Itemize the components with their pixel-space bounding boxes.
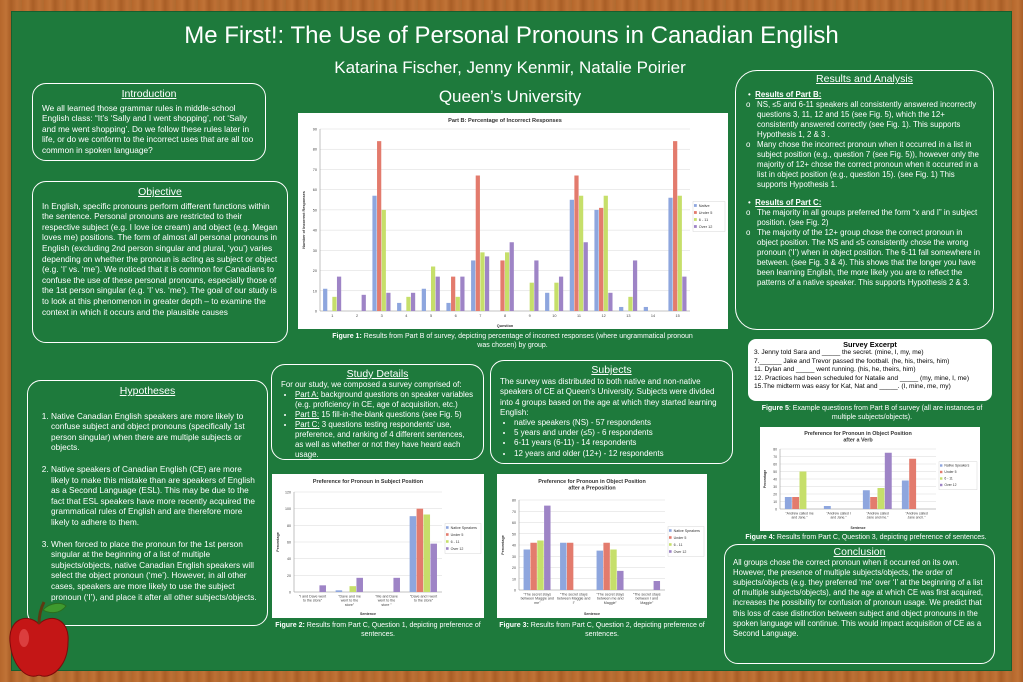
hypotheses-box xyxy=(27,380,268,626)
figure-1-caption: Figure 1: Results from Part B of survey, depicting percentage of incorrect responses (where ungrammatical pronoun was chosen) by group. xyxy=(332,333,693,349)
bar xyxy=(574,176,578,311)
legend-label: Native Speakers xyxy=(944,463,970,468)
y-tick-label: 20 xyxy=(773,492,777,497)
legend-swatch xyxy=(669,543,672,546)
figure-4-caption: Figure 4: Results from Part C, Question 3, depicting preference of sentences. xyxy=(745,534,987,541)
bar xyxy=(603,543,609,590)
bar xyxy=(534,260,538,311)
subjects-heading: Subjects xyxy=(591,364,632,376)
bar xyxy=(362,295,366,311)
figure-3-caption: Figure 3: Results from Part C, Question 2, depicting preference of sentences. xyxy=(499,622,705,638)
x-tick-label: "The secret stays between Maggie and I" xyxy=(557,592,591,605)
legend-swatch xyxy=(940,484,942,486)
y-tick-label: 40 xyxy=(312,228,317,233)
figure-5-caption: Figure 5: Example questions from Part B of survey (all are instances of multiple subjects/objects). xyxy=(761,405,983,421)
bar xyxy=(608,293,612,311)
y-tick-label: 0 xyxy=(775,507,777,512)
legend-label: Over 12 xyxy=(450,546,464,551)
y-tick-label: 80 xyxy=(512,498,516,503)
bar xyxy=(599,208,603,311)
bar xyxy=(682,277,686,311)
x-axis-label: Sentence xyxy=(850,526,866,530)
bar xyxy=(878,488,885,509)
chart-title: Preference for Pronoun in Object Position after a Preposition xyxy=(538,479,646,492)
bar xyxy=(530,283,534,311)
y-tick-label: 40 xyxy=(773,477,777,482)
bar xyxy=(863,490,870,509)
objective-box xyxy=(32,181,288,343)
study-details-heading: Study Details xyxy=(346,368,409,380)
legend-swatch xyxy=(694,225,697,228)
study-part-item: • Part C: 3 questions testing respondents’ use, preference, and ranking of 4 different sentences, as well as whether or not they have heard each usage. xyxy=(295,420,474,460)
results-partb-item: o NS, ≤5 and 6-11 speakers all consistently answered incorrectly questions 3, 11, 12 and 15 (see Fig. 5), which the 12+ consistently answered correctly (see Fig. 1). This supports Hypothesis 1, 2 & 3 . xyxy=(746,100,977,139)
legend-label: Over 12 xyxy=(944,483,957,488)
hypothesis-item: 1. Native Canadian English speakers are more likely to confuse subject and object pronouns (specifically 1st person singular) when there are multiple subjects or objects. xyxy=(51,411,258,453)
bar xyxy=(545,293,549,311)
bar xyxy=(902,481,909,510)
x-tick-label: "The secret stays between I and Maggie" xyxy=(632,592,661,605)
results-partc-item: o The majority of the 12+ group chose the correct pronoun in object position. The NS and ≤5 consistently chose the wrong pronoun (‘I’) when in object position. The 6-11 fall somewhere in between. (see Fig. 3 & 4). This shows that the longer you have been learning English, the more likely you are to reflect the patterns of a native speaker. This supports Hypothesis 2 & 3. xyxy=(746,228,980,287)
legend-label: 6 - 11 xyxy=(673,542,683,547)
y-tick-label: 90 xyxy=(312,127,317,132)
study-details-box xyxy=(271,364,484,460)
y-tick-label: 40 xyxy=(512,543,516,548)
y-tick-label: 60 xyxy=(512,521,516,525)
results-partb-item: o Many chose the incorrect pronoun when it occurred in a list in subject position (e.g., question 7 (see Fig. 5)), however only the majority of 12+ chose the correct pronoun when it occurred in a list in object position (e.g., question 15). (see Fig. 1) This supports Hypothesis 1. xyxy=(746,140,979,189)
bar xyxy=(824,506,831,509)
poster-authors: Katarina Fischer, Jenny Kenmir, Natalie Poirier xyxy=(334,58,686,77)
x-tick-label: 11 xyxy=(577,313,581,318)
bar xyxy=(319,585,326,592)
figure-3-chart xyxy=(497,474,707,618)
bar xyxy=(785,497,792,509)
figure-4-panel xyxy=(760,427,980,531)
subjects-group-item: • native speakers (NS) - 57 respondents xyxy=(514,418,723,428)
bar xyxy=(584,242,588,311)
x-tick-label: 12 xyxy=(601,313,606,318)
x-tick-label: 4 xyxy=(405,313,408,318)
bar xyxy=(456,297,460,311)
objective-text: In English, specific pronouns perform different functions within the sentence. Personal pronouns are restricted to their respective subject (e.g. I love ice cream) and object (e.g. Megan loves me) positions. The form of almost all personal pronouns in English (excluding 2nd person singular and plural, ‘you’) varies depending on whether the pronoun is acting as subject or object (e.g. ‘I’ vs. ‘me’). We noticed that it is common for Canadians to confuse the use of these personal pronouns, especially those of the 1st person singular (e.g. ‘I’ vs. ‘me’). The goal of our study is to look at this phenomenon in greater depth – to examine the context in which it occurs and the plausible causes xyxy=(42,200,278,317)
survey-question: 11. Dylan and _____ went running. (his, he, theirs, him) xyxy=(754,366,916,374)
legend-label: Under 5 xyxy=(450,532,464,537)
bar xyxy=(446,303,450,311)
results-partb-label: • Results of Part B: xyxy=(748,90,822,99)
bar xyxy=(544,506,550,590)
bar xyxy=(410,516,417,592)
legend-label: Native Speakers xyxy=(450,525,477,530)
figure-2-panel xyxy=(272,474,484,618)
bar xyxy=(422,289,426,311)
survey-question: 7.______ Jake and Trevor passed the football. (he, his, theirs, him) xyxy=(754,357,950,365)
y-axis-label: Percentage xyxy=(276,532,280,552)
bar xyxy=(524,550,530,591)
legend-label: Native xyxy=(698,203,710,208)
bar xyxy=(431,267,435,311)
figure-1-chart xyxy=(298,113,728,329)
bar xyxy=(633,260,637,311)
x-tick-label: 14 xyxy=(650,313,656,318)
subjects-list xyxy=(500,418,723,459)
apple-icon xyxy=(6,598,72,680)
y-tick-label: 80 xyxy=(287,523,291,528)
subjects-intro: The survey was distributed to both native and non-native speakers of CE at Queen’s University. Subjects were divided into 4 groups based on the age at which they started learning English: xyxy=(500,377,717,417)
legend-label: Native Speakers xyxy=(673,528,700,533)
subjects-box xyxy=(490,360,733,464)
legend-label: 6 - 11 xyxy=(450,539,460,544)
legend-label: Under 5 xyxy=(673,535,687,540)
x-tick-label: 9 xyxy=(528,313,531,318)
hypotheses-list xyxy=(37,411,258,603)
legend-label: Under 5 xyxy=(944,470,957,475)
x-axis-label: Sentence xyxy=(360,612,376,616)
study-part-item: • Part B: 15 fill-in-the-blank questions (see Fig. 5) xyxy=(295,410,474,420)
bar xyxy=(393,578,400,592)
bar xyxy=(870,497,877,509)
bar xyxy=(460,277,464,311)
chart-title: Preference for Pronoun in Object Position after a Verb xyxy=(804,431,912,444)
x-tick-label: 1 xyxy=(331,313,334,318)
bar xyxy=(530,543,536,590)
bar xyxy=(397,303,401,311)
legend-label: Over 12 xyxy=(673,549,687,554)
x-axis-label: Question xyxy=(496,324,514,328)
y-tick-label: 60 xyxy=(287,540,291,545)
bar xyxy=(678,196,682,311)
x-tick-label: 5 xyxy=(429,313,433,318)
chart-title: Part B: Percentage of Incorrect Responses xyxy=(448,118,562,124)
legend-swatch xyxy=(446,526,449,529)
bar xyxy=(471,260,475,311)
bar xyxy=(505,252,509,311)
bar xyxy=(377,141,381,311)
y-tick-label: 60 xyxy=(312,188,317,193)
y-tick-label: 0 xyxy=(514,588,516,593)
bar xyxy=(560,543,566,590)
bar xyxy=(644,307,648,311)
bar xyxy=(323,289,327,311)
bar xyxy=(436,277,440,311)
y-tick-label: 10 xyxy=(312,289,317,294)
legend-swatch xyxy=(940,471,942,473)
bar xyxy=(424,515,431,593)
results-heading: Results and Analysis xyxy=(816,73,913,85)
subjects-group-item: • 6-11 years (6-11) - 14 respondents xyxy=(514,438,723,448)
bar xyxy=(619,307,623,311)
y-tick-label: 30 xyxy=(312,248,317,253)
results-partc-item: o The majority in all groups preferred the form “x and I” in subject position. (see Fig. 2) xyxy=(746,208,978,227)
legend-swatch xyxy=(446,540,449,543)
y-tick-label: 20 xyxy=(512,566,516,570)
hypothesis-item: 3. When forced to place the pronoun for the 1st person singular at the beginning of a list of multiple subjects/objects, native Canadian English speakers will select the object pronoun (‘me’). However, in all other cases, speakers are more likely to use the subject pronoun (‘I’), and place it after all other subjects/objects. xyxy=(51,539,258,603)
bar xyxy=(617,571,623,590)
survey-excerpt-box xyxy=(748,339,992,401)
bar xyxy=(554,283,558,311)
figure-3-panel xyxy=(497,474,707,618)
bar xyxy=(800,472,807,510)
y-tick-label: 50 xyxy=(512,532,516,537)
y-tick-label: 70 xyxy=(773,455,777,459)
subjects-group-item: • 12 years and older (12+) - 12 respondents xyxy=(514,449,723,459)
survey-question: 3. Jenny told Sara and _____ the secret. (mine, I, my, me) xyxy=(754,349,924,357)
introduction-text: We all learned those grammar rules in middle-school English class: “It’s ‘Sally and I went shopping’, not ‘Sally and me went shopping’. Do we follow these rules later in life, or do we conform to the incorrect uses that are all too common in spoken language? xyxy=(42,102,254,155)
x-tick-label: "Dave and me went to the store" xyxy=(338,594,361,607)
bar xyxy=(628,297,632,311)
bar xyxy=(476,176,480,311)
x-tick-label: 2 xyxy=(355,313,359,318)
survey-question: 12. Practices had been scheduled for Natalie and _____ (my, mine, I, me) xyxy=(754,374,970,382)
survey-question: 15.The midterm was easy for Kat, Nat and _____. (I, mine, me, my) xyxy=(754,383,951,391)
x-tick-label: 13 xyxy=(626,313,631,318)
legend-swatch xyxy=(446,533,449,536)
bar xyxy=(510,242,514,311)
figure-2-chart xyxy=(272,474,484,618)
objective-heading: Objective xyxy=(138,186,182,198)
x-tick-label: 8 xyxy=(503,313,507,318)
y-tick-label: 30 xyxy=(773,485,777,489)
legend-swatch xyxy=(940,477,942,479)
x-tick-label: "Me and Dave went to the store " xyxy=(375,594,398,607)
bar xyxy=(654,581,660,590)
results-box xyxy=(735,70,994,330)
bar xyxy=(372,196,376,311)
bar xyxy=(350,586,357,592)
x-tick-label: 3 xyxy=(380,313,383,318)
bar xyxy=(386,293,390,311)
survey-excerpt-heading: Survey Excerpt xyxy=(843,340,897,349)
x-tick-label: "I and Dave went to the store" xyxy=(298,594,327,603)
legend-label: 6 - 11 xyxy=(698,217,709,222)
introduction-heading: Introduction xyxy=(121,88,177,100)
y-tick-label: 0 xyxy=(289,590,291,595)
x-tick-label: 15 xyxy=(675,313,680,318)
x-tick-label: "Andrew called Jane and I." xyxy=(905,511,928,520)
bar xyxy=(430,544,437,592)
y-tick-label: 0 xyxy=(314,309,317,314)
figure-2-caption: Figure 2: Results from Part C, Question 1, depicting preference of sentences. xyxy=(275,622,481,638)
y-tick-label: 10 xyxy=(773,500,777,504)
x-tick-label: "Dave and I went to the store" xyxy=(409,594,438,603)
y-tick-label: 70 xyxy=(312,167,317,172)
x-tick-label: "Andrew called Jane and me." xyxy=(866,511,889,520)
legend-swatch xyxy=(669,536,672,539)
legend-swatch xyxy=(694,204,697,207)
bar xyxy=(668,198,672,311)
bar xyxy=(485,256,489,311)
x-tick-label: 7 xyxy=(479,313,482,318)
results-partc-label: • Results of Part C: xyxy=(748,198,822,207)
y-tick-label: 70 xyxy=(512,509,516,514)
conclusion-text: All groups chose the correct pronoun when it occurred on its own. However, the presence of multiple subjects/objects, the order of subjects/objects (e.g. they preferred ‘me’ over ‘I’ at the beginning of a list of multiple subjects/objects), and the age at which CE was first acquired, increases the possibility for confusion of pronoun usage. We predict that this loss of case distinction between subject and object pronouns in the spoken language will continue. This would impact acquisition of CE as a Second Language. xyxy=(733,558,984,638)
x-tick-label: 10 xyxy=(552,313,557,318)
x-tick-label: "Andrew called I and Jane." xyxy=(826,511,851,520)
bar xyxy=(567,543,573,590)
bar xyxy=(356,578,363,592)
y-tick-label: 50 xyxy=(773,470,777,474)
bar xyxy=(337,277,341,311)
bar xyxy=(604,196,608,311)
y-tick-label: 20 xyxy=(287,573,291,578)
bar xyxy=(792,497,799,509)
legend-label: Under 5 xyxy=(698,210,713,215)
poster-title: Me First!: The Use of Personal Pronouns in Canadian English xyxy=(184,22,839,49)
legend-swatch xyxy=(669,550,672,553)
bar xyxy=(909,459,916,509)
legend-label: 6 - 11 xyxy=(944,476,953,481)
bar xyxy=(579,196,583,311)
bar xyxy=(382,210,386,311)
bar xyxy=(559,277,563,311)
figure-4-chart xyxy=(760,427,980,531)
legend-swatch xyxy=(694,211,697,214)
study-details-intro: For our study, we composed a survey comprised of: xyxy=(281,380,462,389)
y-tick-label: 60 xyxy=(773,462,777,467)
y-tick-label: 20 xyxy=(312,269,317,274)
x-axis-label: Sentence xyxy=(584,612,600,616)
y-tick-label: 80 xyxy=(312,147,317,152)
y-tick-label: 50 xyxy=(312,208,317,213)
bar xyxy=(570,200,574,311)
bar xyxy=(500,260,504,311)
bar xyxy=(594,210,598,311)
bar xyxy=(332,297,336,311)
conclusion-heading: Conclusion xyxy=(833,546,886,558)
bar xyxy=(537,541,543,591)
y-tick-label: 30 xyxy=(512,554,516,559)
y-axis-label: Percentage xyxy=(501,535,505,555)
legend-swatch xyxy=(669,529,672,532)
x-tick-label: "The secret stays between Maggie and me" xyxy=(520,592,554,605)
bar xyxy=(417,509,424,592)
study-part-item: • Part A: background questions on speaker variables (e.g. proficiency in CE, age of acquisition, etc.) xyxy=(295,390,474,410)
bar xyxy=(610,550,616,591)
introduction-box xyxy=(32,83,266,161)
legend-label: Over 12 xyxy=(698,224,713,229)
conclusion-box xyxy=(724,544,995,664)
y-axis-label: Number of Incorrect Responses xyxy=(302,191,306,249)
bar xyxy=(336,590,343,592)
bar xyxy=(451,277,455,311)
bar xyxy=(480,252,484,311)
bar xyxy=(885,453,892,509)
bar xyxy=(673,141,677,311)
hypothesis-item: 2. Native speakers of Canadian English (CE) are more likely to make this mistake than are speakers of English as a Second Language (ESL). This may be due to the fact that ESL speakers have more recently acquired the grammatical rules of English and are therefore more likely to adhere to them. xyxy=(51,464,258,528)
figure-1-panel xyxy=(298,113,728,329)
x-tick-label: "The secret stays between me and Maggie" xyxy=(596,592,625,605)
bar xyxy=(597,551,603,590)
legend-swatch xyxy=(694,218,697,221)
legend-swatch xyxy=(446,547,449,550)
bar xyxy=(406,297,410,311)
y-tick-label: 80 xyxy=(773,447,777,452)
y-axis-label: Percentage xyxy=(763,469,767,489)
chart-title: Preference for Pronoun in Subject Position xyxy=(312,479,424,485)
hypotheses-heading: Hypotheses xyxy=(119,385,176,397)
x-tick-label: "Andrew called me and Jane." xyxy=(785,511,814,520)
y-tick-label: 120 xyxy=(285,490,291,495)
y-tick-label: 10 xyxy=(512,577,516,582)
bar xyxy=(411,293,415,311)
y-tick-label: 40 xyxy=(287,557,291,562)
subjects-group-item: • 5 years and under (≤5) - 6 respondents xyxy=(514,428,723,438)
x-tick-label: 6 xyxy=(454,313,457,318)
poster-institution: Queen’s University xyxy=(438,87,582,106)
study-details-list xyxy=(281,390,474,460)
legend-swatch xyxy=(940,464,942,466)
y-tick-label: 100 xyxy=(285,507,291,512)
